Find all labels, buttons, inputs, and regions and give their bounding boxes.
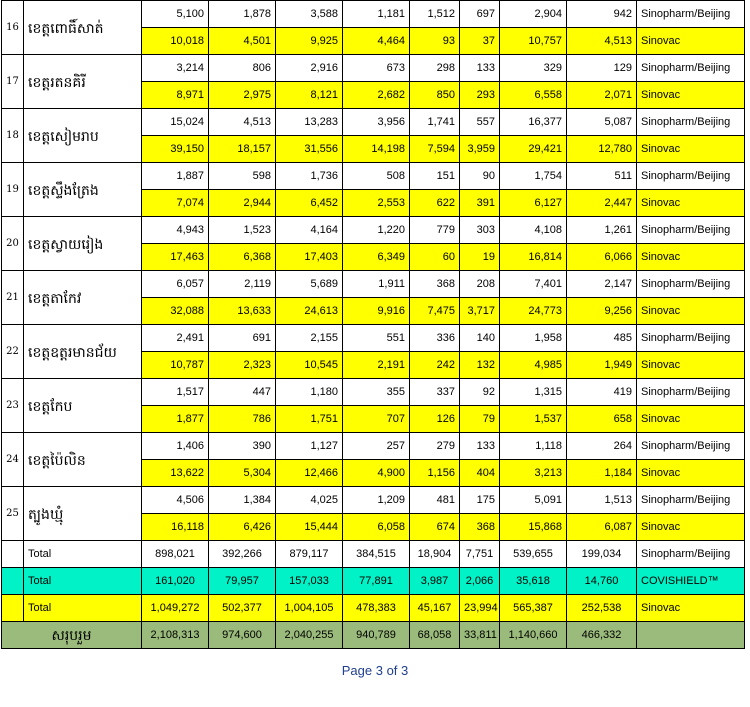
table-cell: 37 bbox=[460, 28, 500, 55]
table-row bbox=[2, 433, 745, 460]
table-cell: 1,751 bbox=[276, 406, 343, 433]
table-cell: 942 bbox=[567, 1, 637, 28]
table-cell: 4,506 bbox=[142, 487, 209, 514]
table-cell: 1,512 bbox=[410, 1, 460, 28]
table-cell: 93 bbox=[410, 28, 460, 55]
table-cell: 13,633 bbox=[209, 298, 276, 325]
table-row bbox=[2, 217, 745, 244]
table-row bbox=[2, 379, 745, 406]
table-cell: 19 bbox=[460, 244, 500, 271]
total-cell: 79,957 bbox=[209, 568, 276, 595]
total-cell: 502,377 bbox=[209, 595, 276, 622]
table-cell: 707 bbox=[343, 406, 410, 433]
table-cell: 1,184 bbox=[567, 460, 637, 487]
table-cell: 39,150 bbox=[142, 136, 209, 163]
table-cell: 1,118 bbox=[500, 433, 567, 460]
vaccine-label: Sinopharm/Beijing bbox=[637, 109, 745, 136]
table-cell: 1,741 bbox=[410, 109, 460, 136]
total-cell: 392,266 bbox=[209, 541, 276, 568]
table-cell: 1,384 bbox=[209, 487, 276, 514]
table-cell: 18,157 bbox=[209, 136, 276, 163]
grand-total-cell: 68,058 bbox=[410, 622, 460, 649]
table-cell: 1,887 bbox=[142, 163, 209, 190]
table-cell: 4,501 bbox=[209, 28, 276, 55]
table-cell: 15,868 bbox=[500, 514, 567, 541]
table-cell: 404 bbox=[460, 460, 500, 487]
table-body bbox=[2, 1, 745, 649]
table-cell: 4,900 bbox=[343, 460, 410, 487]
grand-total-cell: 940,789 bbox=[343, 622, 410, 649]
province-name: ខេត្តសៀមរាប bbox=[24, 109, 142, 163]
province-name: ខេត្តប៉ៃលិន bbox=[24, 433, 142, 487]
table-cell: 6,349 bbox=[343, 244, 410, 271]
table-cell: 2,682 bbox=[343, 82, 410, 109]
vaccination-table bbox=[1, 0, 745, 649]
total-row bbox=[2, 595, 745, 622]
table-cell: 10,787 bbox=[142, 352, 209, 379]
table-cell: 12,780 bbox=[567, 136, 637, 163]
total-cell: 157,033 bbox=[276, 568, 343, 595]
total-cell: 35,618 bbox=[500, 568, 567, 595]
table-cell: 14,198 bbox=[343, 136, 410, 163]
table-cell: 6,368 bbox=[209, 244, 276, 271]
total-spacer bbox=[2, 568, 24, 595]
table-cell: 557 bbox=[460, 109, 500, 136]
grand-total-cell: 2,040,255 bbox=[276, 622, 343, 649]
table-cell: 2,447 bbox=[567, 190, 637, 217]
table-cell: 10,757 bbox=[500, 28, 567, 55]
table-cell: 6,127 bbox=[500, 190, 567, 217]
table-cell: 303 bbox=[460, 217, 500, 244]
table-cell: 264 bbox=[567, 433, 637, 460]
table-cell: 133 bbox=[460, 433, 500, 460]
table-cell: 355 bbox=[343, 379, 410, 406]
table-cell: 10,018 bbox=[142, 28, 209, 55]
table-cell: 6,426 bbox=[209, 514, 276, 541]
table-cell: 551 bbox=[343, 325, 410, 352]
table-cell: 1,958 bbox=[500, 325, 567, 352]
table-cell: 2,323 bbox=[209, 352, 276, 379]
province-number: 17 bbox=[2, 55, 24, 109]
table-cell: 17,463 bbox=[142, 244, 209, 271]
table-cell: 1,949 bbox=[567, 352, 637, 379]
total-cell: 199,034 bbox=[567, 541, 637, 568]
vaccine-label: Sinopharm/Beijing bbox=[637, 541, 745, 568]
table-cell: 1,537 bbox=[500, 406, 567, 433]
table-cell: 368 bbox=[410, 271, 460, 298]
grand-total-spacer bbox=[637, 622, 745, 649]
table-row bbox=[2, 1, 745, 28]
table-cell: 13,622 bbox=[142, 460, 209, 487]
table-cell: 4,164 bbox=[276, 217, 343, 244]
grand-total-cell: 1,140,660 bbox=[500, 622, 567, 649]
table-row bbox=[2, 487, 745, 514]
table-cell: 390 bbox=[209, 433, 276, 460]
table-cell: 60 bbox=[410, 244, 460, 271]
table-cell: 5,304 bbox=[209, 460, 276, 487]
grand-total-label: សរុបរួម bbox=[2, 622, 142, 649]
table-cell: 1,315 bbox=[500, 379, 567, 406]
table-cell: 3,717 bbox=[460, 298, 500, 325]
table-cell: 329 bbox=[500, 55, 567, 82]
table-cell: 24,613 bbox=[276, 298, 343, 325]
table-cell: 850 bbox=[410, 82, 460, 109]
vaccine-label: COVISHIELD™ bbox=[637, 568, 745, 595]
table-cell: 1,127 bbox=[276, 433, 343, 460]
table-cell: 7,401 bbox=[500, 271, 567, 298]
province-name: ខេត្តស្ទឹងត្រែង bbox=[24, 163, 142, 217]
table-cell: 1,877 bbox=[142, 406, 209, 433]
province-name: ខេត្តតាកែវ bbox=[24, 271, 142, 325]
table-cell: 92 bbox=[460, 379, 500, 406]
total-cell: 14,760 bbox=[567, 568, 637, 595]
table-row bbox=[2, 271, 745, 298]
province-number: 22 bbox=[2, 325, 24, 379]
table-cell: 1,156 bbox=[410, 460, 460, 487]
table-cell: 140 bbox=[460, 325, 500, 352]
table-cell: 6,057 bbox=[142, 271, 209, 298]
table-cell: 4,108 bbox=[500, 217, 567, 244]
total-label: Total bbox=[24, 541, 142, 568]
table-cell: 133 bbox=[460, 55, 500, 82]
province-name: ត្បូងឃ្មុំ bbox=[24, 487, 142, 541]
province-name: ខេត្តស្វាយរៀង bbox=[24, 217, 142, 271]
vaccine-label: Sinopharm/Beijing bbox=[637, 163, 745, 190]
table-cell: 806 bbox=[209, 55, 276, 82]
table-cell: 511 bbox=[567, 163, 637, 190]
table-cell: 16,814 bbox=[500, 244, 567, 271]
table-cell: 419 bbox=[567, 379, 637, 406]
total-cell: 2,066 bbox=[460, 568, 500, 595]
table-cell: 7,074 bbox=[142, 190, 209, 217]
vaccine-label: Sinovac bbox=[637, 28, 745, 55]
table-cell: 8,971 bbox=[142, 82, 209, 109]
page-number: Page 3 of 3 bbox=[341, 663, 409, 678]
vaccine-label: Sinopharm/Beijing bbox=[637, 487, 745, 514]
table-cell: 508 bbox=[343, 163, 410, 190]
table-cell: 3,213 bbox=[500, 460, 567, 487]
grand-total-cell: 33,811 bbox=[460, 622, 500, 649]
table-cell: 6,058 bbox=[343, 514, 410, 541]
table-cell: 786 bbox=[209, 406, 276, 433]
table-cell: 126 bbox=[410, 406, 460, 433]
total-row bbox=[2, 541, 745, 568]
table-cell: 4,464 bbox=[343, 28, 410, 55]
total-label: Total bbox=[24, 595, 142, 622]
table-cell: 4,025 bbox=[276, 487, 343, 514]
table-cell: 10,545 bbox=[276, 352, 343, 379]
table-cell: 298 bbox=[410, 55, 460, 82]
province-number: 25 bbox=[2, 487, 24, 541]
table-cell: 7,475 bbox=[410, 298, 460, 325]
table-cell: 6,558 bbox=[500, 82, 567, 109]
table-cell: 485 bbox=[567, 325, 637, 352]
vaccine-label: Sinovac bbox=[637, 460, 745, 487]
table-cell: 129 bbox=[567, 55, 637, 82]
table-cell: 8,121 bbox=[276, 82, 343, 109]
total-cell: 161,020 bbox=[142, 568, 209, 595]
grand-total-cell: 466,332 bbox=[567, 622, 637, 649]
province-number: 20 bbox=[2, 217, 24, 271]
total-spacer bbox=[2, 595, 24, 622]
table-cell: 279 bbox=[410, 433, 460, 460]
table-cell: 5,091 bbox=[500, 487, 567, 514]
total-cell: 252,538 bbox=[567, 595, 637, 622]
table-cell: 32,088 bbox=[142, 298, 209, 325]
vaccine-label: Sinopharm/Beijing bbox=[637, 379, 745, 406]
table-cell: 1,754 bbox=[500, 163, 567, 190]
vaccine-label: Sinovac bbox=[637, 190, 745, 217]
total-label: Total bbox=[24, 568, 142, 595]
total-cell: 7,751 bbox=[460, 541, 500, 568]
total-spacer bbox=[2, 541, 24, 568]
table-cell: 242 bbox=[410, 352, 460, 379]
province-name: ខេត្តពោធិ៍សាត់ bbox=[24, 1, 142, 55]
total-cell: 478,383 bbox=[343, 595, 410, 622]
table-cell: 6,087 bbox=[567, 514, 637, 541]
table-cell: 79 bbox=[460, 406, 500, 433]
vaccine-label: Sinovac bbox=[637, 514, 745, 541]
table-cell: 9,916 bbox=[343, 298, 410, 325]
table-cell: 15,024 bbox=[142, 109, 209, 136]
table-cell: 2,975 bbox=[209, 82, 276, 109]
table-cell: 4,943 bbox=[142, 217, 209, 244]
table-row bbox=[2, 325, 745, 352]
province-number: 16 bbox=[2, 1, 24, 55]
table-cell: 2,944 bbox=[209, 190, 276, 217]
province-name: ខេត្តឧត្តរមានជ័យ bbox=[24, 325, 142, 379]
table-cell: 4,985 bbox=[500, 352, 567, 379]
table-row bbox=[2, 163, 745, 190]
table-cell: 208 bbox=[460, 271, 500, 298]
vaccine-label: Sinovac bbox=[637, 352, 745, 379]
table-cell: 673 bbox=[343, 55, 410, 82]
table-cell: 2,119 bbox=[209, 271, 276, 298]
vaccine-label: Sinovac bbox=[637, 136, 745, 163]
table-cell: 368 bbox=[460, 514, 500, 541]
table-cell: 2,071 bbox=[567, 82, 637, 109]
vaccine-label: Sinopharm/Beijing bbox=[637, 1, 745, 28]
total-cell: 565,387 bbox=[500, 595, 567, 622]
table-cell: 16,118 bbox=[142, 514, 209, 541]
vaccine-label: Sinopharm/Beijing bbox=[637, 55, 745, 82]
total-cell: 879,117 bbox=[276, 541, 343, 568]
table-cell: 151 bbox=[410, 163, 460, 190]
table-cell: 90 bbox=[460, 163, 500, 190]
table-cell: 1,911 bbox=[343, 271, 410, 298]
table-cell: 697 bbox=[460, 1, 500, 28]
table-cell: 2,904 bbox=[500, 1, 567, 28]
table-cell: 293 bbox=[460, 82, 500, 109]
vaccine-label: Sinopharm/Beijing bbox=[637, 217, 745, 244]
table-cell: 9,256 bbox=[567, 298, 637, 325]
table-cell: 6,066 bbox=[567, 244, 637, 271]
province-name: ខេត្តកែប bbox=[24, 379, 142, 433]
total-row bbox=[2, 568, 745, 595]
table-cell: 6,452 bbox=[276, 190, 343, 217]
table-cell: 2,191 bbox=[343, 352, 410, 379]
table-cell: 1,517 bbox=[142, 379, 209, 406]
table-cell: 1,513 bbox=[567, 487, 637, 514]
table-cell: 1,220 bbox=[343, 217, 410, 244]
table-cell: 4,513 bbox=[567, 28, 637, 55]
province-name: ខេត្តរតនគិរី bbox=[24, 55, 142, 109]
total-cell: 23,994 bbox=[460, 595, 500, 622]
province-number: 21 bbox=[2, 271, 24, 325]
grand-total-row bbox=[2, 622, 745, 649]
vaccine-label: Sinovac bbox=[637, 82, 745, 109]
table-cell: 257 bbox=[343, 433, 410, 460]
table-cell: 5,100 bbox=[142, 1, 209, 28]
table-cell: 175 bbox=[460, 487, 500, 514]
table-cell: 24,773 bbox=[500, 298, 567, 325]
table-cell: 13,283 bbox=[276, 109, 343, 136]
table-cell: 7,594 bbox=[410, 136, 460, 163]
grand-total-cell: 2,108,313 bbox=[142, 622, 209, 649]
table-cell: 3,959 bbox=[460, 136, 500, 163]
vaccine-label: Sinovac bbox=[637, 298, 745, 325]
table-cell: 658 bbox=[567, 406, 637, 433]
vaccine-label: Sinopharm/Beijing bbox=[637, 271, 745, 298]
table-cell: 132 bbox=[460, 352, 500, 379]
total-cell: 539,655 bbox=[500, 541, 567, 568]
table-cell: 1,523 bbox=[209, 217, 276, 244]
table-cell: 1,209 bbox=[343, 487, 410, 514]
table-cell: 598 bbox=[209, 163, 276, 190]
table-cell: 337 bbox=[410, 379, 460, 406]
table-cell: 391 bbox=[460, 190, 500, 217]
table-cell: 447 bbox=[209, 379, 276, 406]
vaccine-label: Sinovac bbox=[637, 406, 745, 433]
table-cell: 3,588 bbox=[276, 1, 343, 28]
total-cell: 45,167 bbox=[410, 595, 460, 622]
table-cell: 9,925 bbox=[276, 28, 343, 55]
province-number: 19 bbox=[2, 163, 24, 217]
total-cell: 1,004,105 bbox=[276, 595, 343, 622]
table-cell: 779 bbox=[410, 217, 460, 244]
vaccine-label: Sinopharm/Beijing bbox=[637, 433, 745, 460]
table-cell: 1,406 bbox=[142, 433, 209, 460]
table-cell: 12,466 bbox=[276, 460, 343, 487]
province-number: 24 bbox=[2, 433, 24, 487]
total-cell: 18,904 bbox=[410, 541, 460, 568]
table-row bbox=[2, 55, 745, 82]
table-cell: 481 bbox=[410, 487, 460, 514]
table-cell: 674 bbox=[410, 514, 460, 541]
province-number: 18 bbox=[2, 109, 24, 163]
table-cell: 691 bbox=[209, 325, 276, 352]
table-cell: 2,155 bbox=[276, 325, 343, 352]
table-cell: 2,916 bbox=[276, 55, 343, 82]
table-cell: 5,087 bbox=[567, 109, 637, 136]
vaccine-label: Sinopharm/Beijing bbox=[637, 325, 745, 352]
table-cell: 17,403 bbox=[276, 244, 343, 271]
table-cell: 3,956 bbox=[343, 109, 410, 136]
province-number: 23 bbox=[2, 379, 24, 433]
total-cell: 898,021 bbox=[142, 541, 209, 568]
table-cell: 622 bbox=[410, 190, 460, 217]
table-row bbox=[2, 109, 745, 136]
table-cell: 5,689 bbox=[276, 271, 343, 298]
table-cell: 1,261 bbox=[567, 217, 637, 244]
table-cell: 3,214 bbox=[142, 55, 209, 82]
table-cell: 1,180 bbox=[276, 379, 343, 406]
table-cell: 2,147 bbox=[567, 271, 637, 298]
total-cell: 384,515 bbox=[343, 541, 410, 568]
table-cell: 336 bbox=[410, 325, 460, 352]
table-cell: 2,553 bbox=[343, 190, 410, 217]
table-cell: 15,444 bbox=[276, 514, 343, 541]
table-cell: 29,421 bbox=[500, 136, 567, 163]
total-cell: 3,987 bbox=[410, 568, 460, 595]
grand-total-cell: 974,600 bbox=[209, 622, 276, 649]
table-cell: 4,513 bbox=[209, 109, 276, 136]
total-cell: 77,891 bbox=[343, 568, 410, 595]
table-cell: 16,377 bbox=[500, 109, 567, 136]
vaccine-label: Sinovac bbox=[637, 244, 745, 271]
table-cell: 1,878 bbox=[209, 1, 276, 28]
table-cell: 1,736 bbox=[276, 163, 343, 190]
table-cell: 2,491 bbox=[142, 325, 209, 352]
table-cell: 1,181 bbox=[343, 1, 410, 28]
vaccine-label: Sinovac bbox=[637, 595, 745, 622]
table-cell: 31,556 bbox=[276, 136, 343, 163]
total-cell: 1,049,272 bbox=[142, 595, 209, 622]
